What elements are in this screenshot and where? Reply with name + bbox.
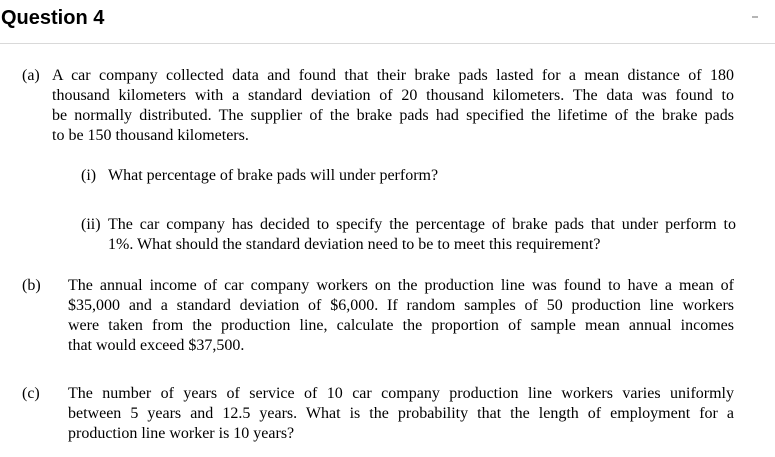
part-a-i-label: (i)	[81, 167, 97, 184]
part-a-i-text	[108, 166, 728, 186]
part-a-ii-label: (ii)	[81, 216, 101, 233]
part-c-line: between 5 years and 12.5 years. What is the probability that the length of employment for a	[68, 405, 734, 422]
part-a-ii-line: The car company has decided to specify the percentage of brake pads that under perform to	[108, 216, 736, 233]
part-b-line: The annual income of car company workers on the production line was found to have a mean of	[68, 277, 734, 294]
part-a-line: A car company collected data and found that their brake pads lasted for a mean distance of 180	[52, 67, 734, 84]
part-a-label: (a)	[22, 67, 40, 84]
part-a-text	[52, 66, 734, 146]
part-c-line: The number of years of service of 10 car company production line workers varies uniformly	[68, 385, 734, 402]
part-a-i-line: What percentage of brake pads will under perform?	[108, 167, 439, 184]
part-c-text	[68, 384, 734, 444]
part-a-line: thousand kilometers with a standard deviation of 20 thousand kilometers. The data was found to	[52, 87, 734, 104]
part-b-line: $35,000 and a standard deviation of $6,000. If random samples of 50 production line workers	[68, 297, 734, 314]
question-header	[0, 0, 775, 44]
part-b-line: that would exceed $37,500.	[68, 337, 245, 354]
part-a-ii-text	[108, 215, 736, 255]
part-a-ii-line: 1%. What should the standard deviation need to be to meet this requirement?	[108, 236, 601, 253]
part-c-line: production line worker is 10 years?	[68, 425, 295, 442]
corner-mark	[752, 16, 758, 18]
part-c-label: (c)	[22, 385, 40, 402]
question-title: Question 4	[1, 7, 105, 29]
part-b-text	[68, 276, 734, 356]
part-b-line: were taken from the production line, calculate the proportion of sample mean annual incomes	[68, 317, 734, 334]
header-divider	[0, 43, 775, 44]
part-a-line: to be 150 thousand kilometers.	[52, 127, 249, 144]
part-a-line: be normally distributed. The supplier of the brake pads had specified the lifetime of the brake pads	[52, 107, 734, 124]
part-b-label: (b)	[22, 277, 41, 294]
